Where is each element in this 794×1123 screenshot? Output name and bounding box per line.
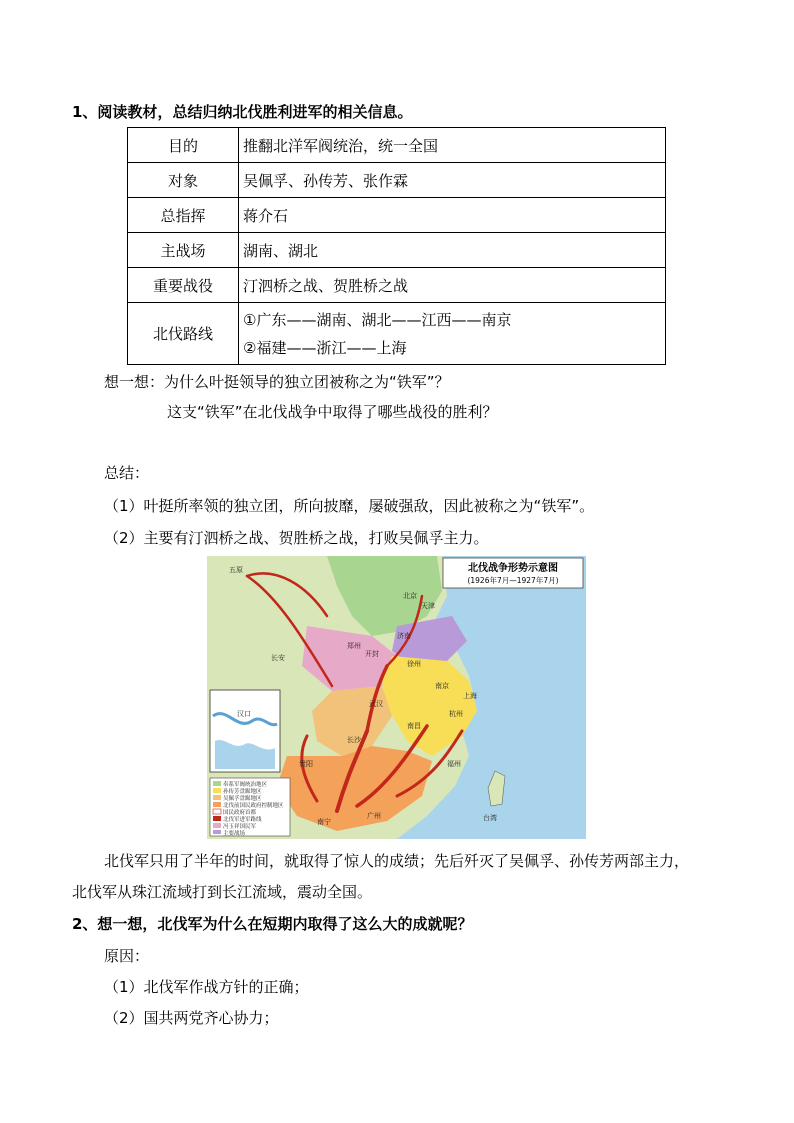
legend-swatch bbox=[213, 788, 221, 793]
legend-swatch bbox=[213, 809, 221, 814]
legend-swatch bbox=[213, 781, 221, 786]
question-1-title: 1、阅读教材，总结归纳北伐胜利进军的相关信息。 bbox=[72, 103, 413, 121]
place-label: 开封 bbox=[365, 650, 379, 658]
summary-label: 总结： bbox=[104, 464, 150, 482]
place-label: 杭州 bbox=[449, 710, 463, 718]
legend-label: 主要战场 bbox=[223, 831, 246, 837]
place-label: 台湾 bbox=[483, 814, 497, 822]
table-row bbox=[128, 268, 666, 303]
place-label: 南昌 bbox=[407, 722, 421, 730]
legend-label: 国民政府首都 bbox=[223, 810, 257, 816]
legend-label: 北伐军进军路线 bbox=[223, 817, 262, 823]
row-value: 蒋介石 bbox=[239, 198, 666, 233]
legend-label: 冯玉祥国民军 bbox=[223, 824, 257, 830]
route-line-2: ②福建——浙江——上海 bbox=[243, 338, 407, 357]
legend-swatch bbox=[213, 830, 221, 834]
row-key: 目的 bbox=[128, 128, 239, 163]
summary-item-2: （2）主要有汀泗桥之战、贺胜桥之战，打败吴佩孚主力。 bbox=[104, 529, 489, 547]
info-table bbox=[127, 127, 666, 365]
paragraph-1-line-1: 北伐军只用了半年的时间，就取得了惊人的成绩；先后歼灭了吴佩孚、孙传芳两部主力， bbox=[104, 852, 690, 870]
row-value: 湖南、湖北 bbox=[239, 233, 666, 268]
legend-label: 孙传芳盘踞地区 bbox=[223, 789, 262, 795]
question-2-title: 2、想一想，北伐军为什么在短期内取得了这么大的成就呢？ bbox=[72, 915, 473, 933]
route-cell bbox=[239, 303, 666, 365]
place-label: 徐州 bbox=[407, 660, 421, 668]
place-label: 上海 bbox=[463, 692, 477, 700]
legend-swatch bbox=[213, 823, 221, 828]
row-key: 北伐路线 bbox=[128, 303, 239, 365]
northern-expedition-map bbox=[207, 556, 586, 839]
map-legend bbox=[210, 778, 290, 837]
table-row bbox=[128, 233, 666, 268]
table-row bbox=[128, 163, 666, 198]
legend-label: 北伐前国民政府控制地区 bbox=[223, 803, 284, 809]
place-label: 北京 bbox=[403, 592, 417, 600]
place-label: 长安 bbox=[271, 654, 285, 662]
think-question-1: 想一想：为什么叶挺领导的独立团被称之为“铁军”？ bbox=[104, 373, 450, 391]
place-label: 天津 bbox=[421, 602, 435, 610]
row-value: 汀泗桥之战、贺胜桥之战 bbox=[239, 268, 666, 303]
reason-item-2: （2）国共两党齐心协力； bbox=[104, 1009, 279, 1027]
think-question-2: 这支“铁军”在北伐战争中取得了哪些战役的胜利？ bbox=[167, 403, 498, 421]
row-key: 总指挥 bbox=[128, 198, 239, 233]
row-key: 主战场 bbox=[128, 233, 239, 268]
place-label: 贵阳 bbox=[299, 760, 313, 768]
paragraph-1-line-2: 北伐军从珠江流域打到长江流域，震动全国。 bbox=[72, 883, 373, 901]
route-line-1: ①广东——湖南、湖北——江西——南京 bbox=[243, 310, 512, 329]
row-value: 推翻北洋军阀统治，统一全国 bbox=[239, 128, 666, 163]
map-title: 北伐战争形势示意图 bbox=[468, 563, 558, 574]
place-label: 五原 bbox=[229, 566, 243, 574]
legend-swatch bbox=[213, 816, 221, 821]
legend-label: 吴佩孚盘踞地区 bbox=[223, 796, 262, 802]
table-row bbox=[128, 198, 666, 233]
summary-item-1: （1）叶挺所率领的独立团，所向披靡，屡破强敌，因此被称之为“铁军”。 bbox=[104, 497, 595, 515]
reasons-label: 原因： bbox=[104, 947, 150, 965]
reason-item-1: （1）北伐军作战方针的正确； bbox=[104, 978, 309, 996]
place-label: 广州 bbox=[367, 812, 381, 820]
place-label: 武汉 bbox=[369, 700, 383, 708]
place-label: 济南 bbox=[397, 632, 411, 640]
row-key: 对象 bbox=[128, 163, 239, 198]
legend-label: 奉系军阀统治地区 bbox=[223, 782, 268, 788]
place-label: 郑州 bbox=[347, 642, 361, 650]
place-label: 长沙 bbox=[347, 736, 361, 744]
legend-swatch bbox=[213, 795, 221, 800]
table-row bbox=[128, 303, 666, 365]
place-label: 汉口 bbox=[237, 710, 251, 718]
place-label: 南宁 bbox=[317, 818, 331, 826]
place-label: 福州 bbox=[447, 760, 461, 768]
row-key: 重要战役 bbox=[128, 268, 239, 303]
map-subtitle: (1926年7月—1927年7月) bbox=[467, 576, 559, 585]
legend-swatch bbox=[213, 802, 221, 807]
table-row bbox=[128, 128, 666, 163]
row-value: 吴佩孚、孙传芳、张作霖 bbox=[239, 163, 666, 198]
place-label: 南京 bbox=[435, 682, 449, 690]
